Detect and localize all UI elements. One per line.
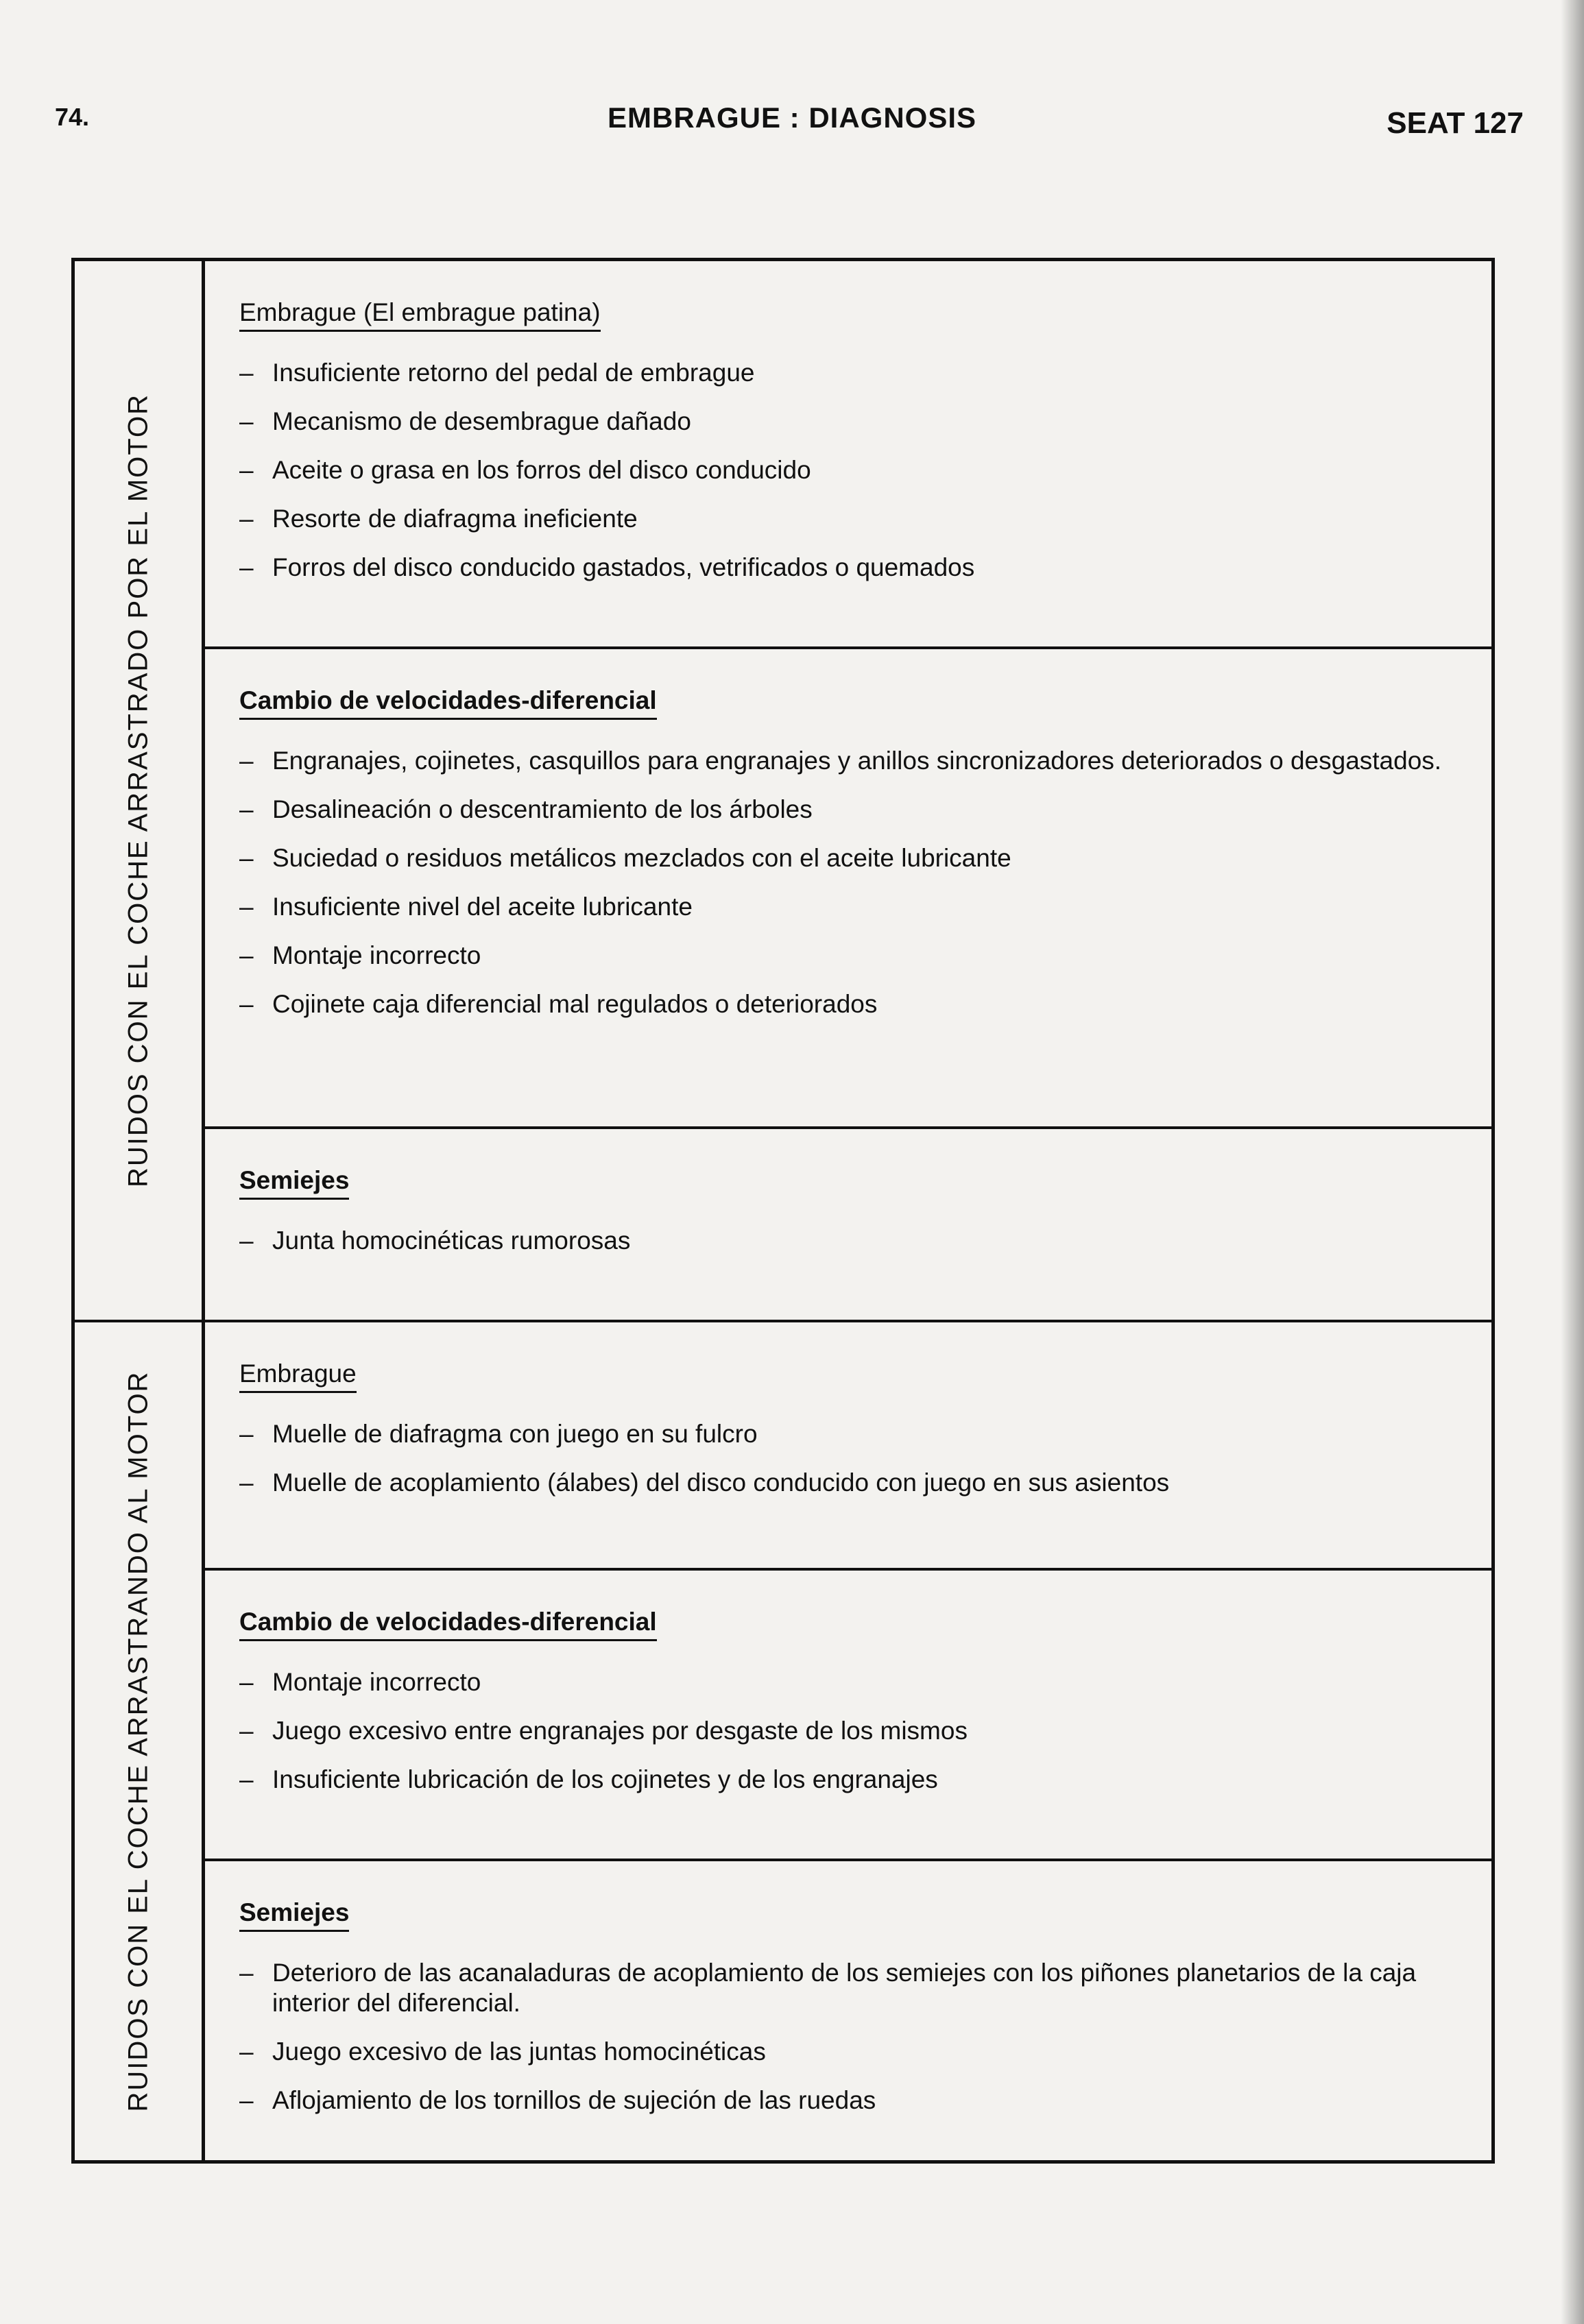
page-title: EMBRAGUE : DIAGNOSIS (607, 101, 977, 134)
section-cambio-diferencial (205, 1571, 1491, 1861)
page-number: 74. (55, 103, 90, 131)
list-item: – Mecanismo de desembrague dañado (239, 407, 1464, 437)
list-item: – Deterioro de las acanaladuras de acoplamiento de los semiejes con los piñones planetarios de la caja interior del diferencial. (239, 1958, 1464, 2018)
list-item: – Montaje incorrecto (239, 1667, 1464, 1697)
section-title: Semiejes (239, 1898, 349, 1932)
section-semiejes (205, 1861, 1491, 2160)
section-embrague (205, 261, 1491, 649)
list-item: – Aceite o grasa en los forros del disco conducido (239, 455, 1464, 485)
list-item: – Insuficiente nivel del aceite lubricante (239, 892, 1464, 922)
section-title: Embrague (El embrague patina) (239, 298, 601, 332)
list-item: – Juego excesivo de las juntas homocinéticas (239, 2037, 1464, 2067)
cause-list (239, 1226, 1464, 1256)
list-item: – Muelle de diafragma con juego en su fulcro (239, 1419, 1464, 1449)
list-item: – Muelle de acoplamiento (álabes) del disco conducido con juego en sus asientos (239, 1468, 1464, 1498)
list-item: – Junta homocinéticas rumorosas (239, 1226, 1464, 1256)
side-label-text: RUIDOS CON EL COCHE ARRASTRADO POR EL MOTOR (123, 393, 153, 1188)
list-item: – Cojinete caja diferencial mal regulados o deteriorados (239, 989, 1464, 1019)
cause-list (239, 358, 1464, 583)
side-label-text: RUIDOS CON EL COCHE ARRASTRANDO AL MOTOR (123, 1370, 153, 2112)
cause-list (239, 1667, 1464, 1795)
list-item: – Resorte de diafragma ineficiente (239, 504, 1464, 534)
cause-list (239, 1419, 1464, 1498)
section-title: Embrague (239, 1359, 357, 1393)
section-title: Cambio de velocidades-diferencial (239, 1608, 657, 1641)
group-car-dragging-engine (75, 1322, 1491, 2160)
side-label (75, 261, 205, 1320)
cause-list (239, 746, 1464, 1019)
model-name: SEAT 127 (1387, 106, 1524, 140)
list-item: – Forros del disco conducido gastados, vetrificados o quemados (239, 553, 1464, 583)
group-engine-dragging (75, 261, 1491, 1322)
diagnosis-table (71, 258, 1495, 2164)
list-item: – Engranajes, cojinetes, casquillos para engranajes y anillos sincronizadores deteriorados o desgastados. (239, 746, 1464, 776)
side-label (75, 1322, 205, 2160)
list-item: – Insuficiente lubricación de los cojinetes y de los engranajes (239, 1765, 1464, 1795)
list-item: – Montaje incorrecto (239, 941, 1464, 971)
list-item: – Suciedad o residuos metálicos mezclados con el aceite lubricante (239, 843, 1464, 873)
list-item: – Aflojamiento de los tornillos de sujeción de las ruedas (239, 2085, 1464, 2116)
section-cambio-diferencial (205, 649, 1491, 1129)
section-semiejes (205, 1129, 1491, 1322)
page-edge-shadow (1561, 0, 1584, 2324)
section-title: Semiejes (239, 1166, 349, 1200)
list-item: – Juego excesivo entre engranajes por desgaste de los mismos (239, 1716, 1464, 1746)
cause-list (239, 1958, 1464, 2116)
list-item: – Insuficiente retorno del pedal de embrague (239, 358, 1464, 388)
section-title: Cambio de velocidades-diferencial (239, 686, 657, 720)
section-embrague (205, 1322, 1491, 1571)
list-item: – Desalineación o descentramiento de los árboles (239, 795, 1464, 825)
